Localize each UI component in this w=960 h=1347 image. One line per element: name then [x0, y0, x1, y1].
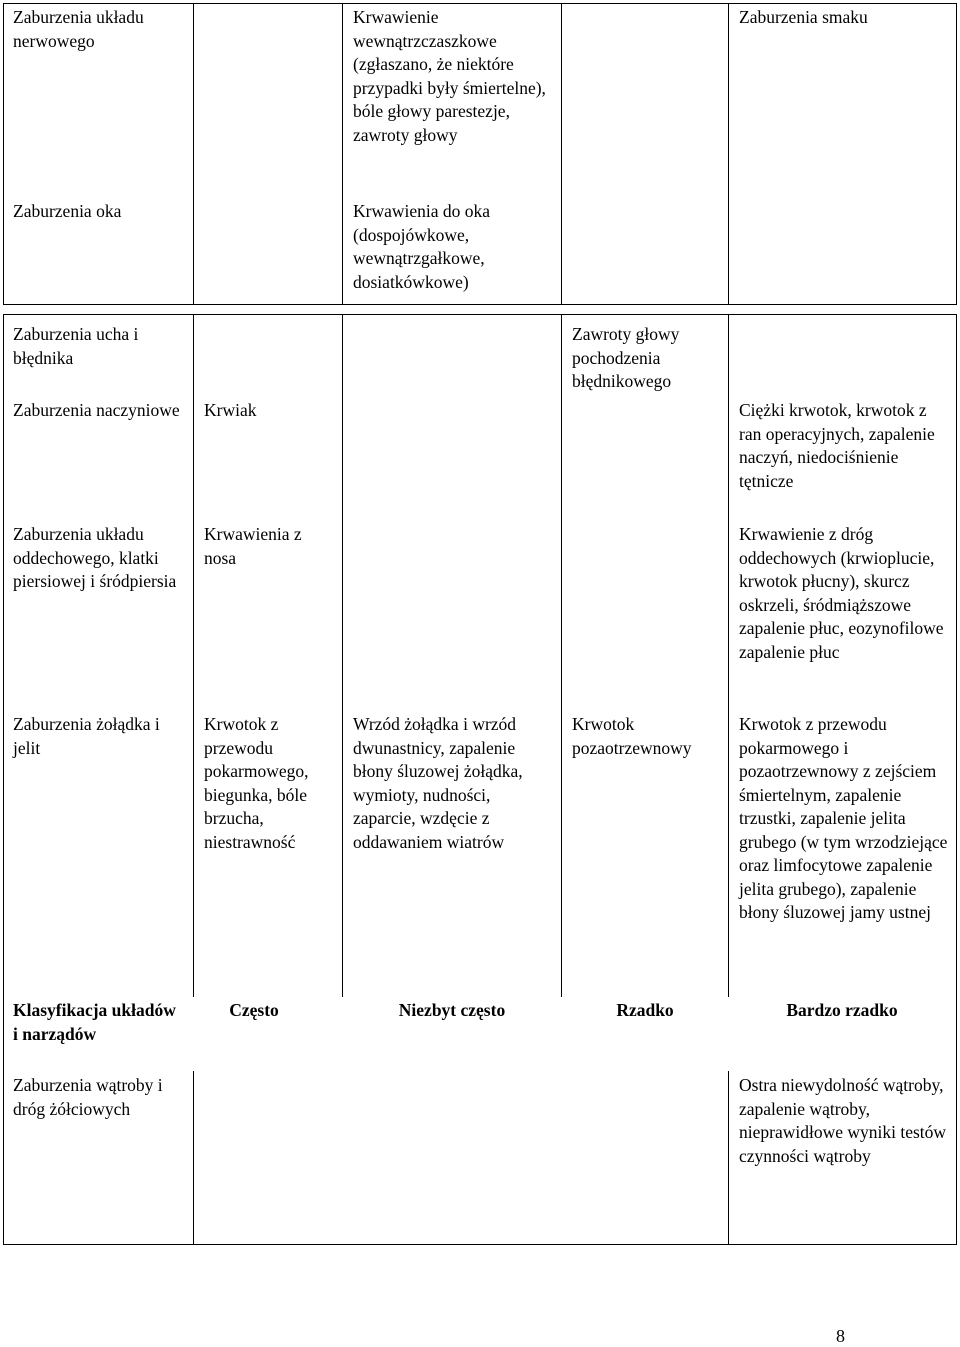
czesto-cell: Krwawienia z nosa [204, 524, 302, 568]
page-number: 8 [836, 1326, 845, 1346]
niezbyt-czesto-cell: Krwawienia do oka (dospojówkowe, wewnątrzgałkowe, dosiatkówkowe) [353, 201, 491, 292]
column-divider [728, 3, 729, 305]
header-bardzo-rzadko: Bardzo rzadko [786, 1000, 898, 1020]
czesto-cell: Krwotok z przewodu pokarmowego, biegunka, bóle brzucha, niestrawność [204, 714, 309, 852]
bardzo-rzadko-cell: Krwotok z przewodu pokarmowego i pozaotrzewnowy z zejściem śmiertelnym, zapalenie trzustki, zapalenie jelita grubego (w tym wrzodziejące oraz limfocytowe zapalenie jelita grubego), zapalenie błony śluzowej jamy ustnej [739, 714, 948, 922]
category-cell: Zaburzenia naczyniowe [13, 400, 180, 420]
column-divider [193, 3, 194, 305]
category-cell: Zaburzenia układu nerwowego [13, 7, 144, 51]
bardzo-rzadko-cell: Ostra niewydolność wątroby, zapalenie wątroby, nieprawidłowe wyniki testów czynności wątroby [739, 1075, 947, 1166]
category-cell: Zaburzenia układu oddechowego, klatki piersiowej i śródpiersia [13, 524, 177, 591]
bardzo-rzadko-cell: Krwawienie z dróg oddechowych (krwioplucie, krwotok płucny), skurcz oskrzeli, śródmiąższowe zapalenie płuc, eozynofilowe zapalenie płuc [739, 524, 944, 662]
category-cell: Zaburzenia ucha i błędnika [13, 324, 139, 368]
header-czesto: Często [229, 1000, 279, 1020]
header-category: Klasyfikacja układów i narządów [13, 1000, 176, 1044]
bardzo-rzadko-cell: Zaburzenia smaku [739, 7, 868, 27]
czesto-cell: Krwiak [204, 400, 257, 420]
niezbyt-czesto-cell: Wrzód żołądka i wrzód dwunastnicy, zapalenie błony śluzowej żołądka, wymioty, nudności, zaparcie, wzdęcie z oddawaniem wiatrów [353, 714, 523, 852]
category-cell: Zaburzenia oka [13, 201, 122, 221]
category-cell: Zaburzenia żołądka i jelit [13, 714, 160, 758]
column-divider [728, 1071, 729, 1245]
column-divider [342, 314, 343, 997]
column-divider [193, 1071, 194, 1245]
rzadko-cell: Zawroty głowy pochodzenia błędnikowego [572, 324, 680, 391]
column-divider [728, 314, 729, 997]
category-cell: Zaburzenia wątroby i dróg żółciowych [13, 1075, 163, 1119]
bardzo-rzadko-cell: Ciężki krwotok, krwotok z ran operacyjnych, zapalenie naczyń, niedociśnienie tętnicze [739, 400, 935, 491]
column-divider [561, 3, 562, 305]
header-rzadko: Rzadko [616, 1000, 674, 1020]
column-divider [561, 314, 562, 997]
niezbyt-czesto-cell: Krwawienie wewnątrzczaszkowe (zgłaszano, że niektóre przypadki były śmiertelne), bóle głowy parestezje, zawroty głowy [353, 7, 546, 145]
column-divider [193, 314, 194, 997]
rzadko-cell: Krwotok pozaotrzewnowy [572, 714, 692, 758]
column-divider [342, 3, 343, 305]
header-niezbyt-czesto: Niezbyt często [398, 1000, 506, 1020]
